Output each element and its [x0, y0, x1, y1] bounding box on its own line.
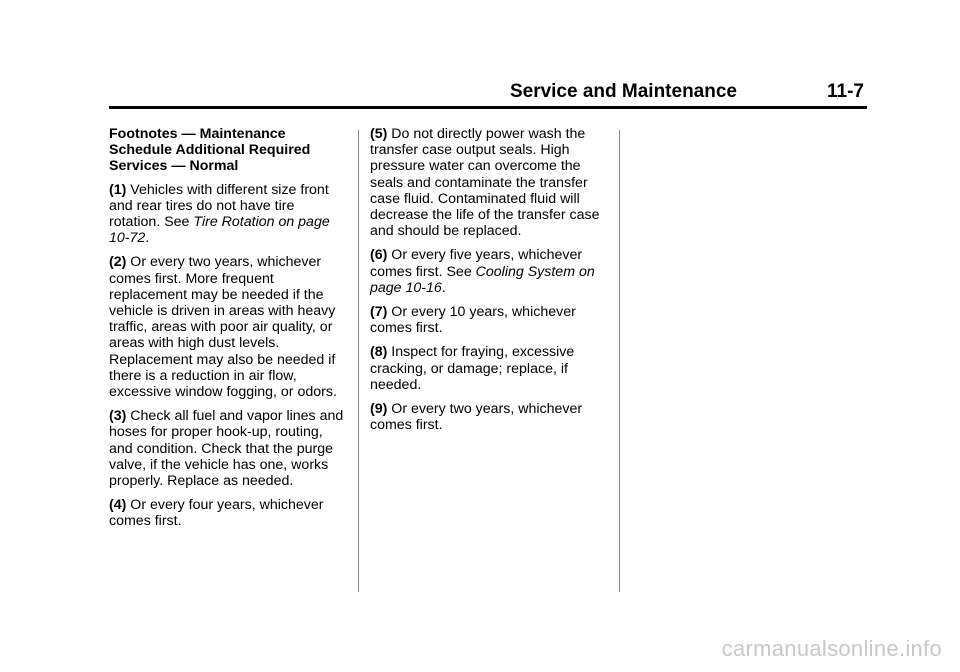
- footnote-text: Or every two years, whichever comes first. More frequent replacement may be needed if the vehicle is driven in areas with heavy traffic, areas with poor air quality, or areas with high dust levels. Replacement may also be needed if there is a reduction in air flow, excessive window fogging, or odors.: [109, 254, 337, 401]
- column-divider: [358, 130, 359, 592]
- footnote-2: [109, 254, 349, 400]
- cross-reference-link[interactable]: Tire Rotation on page 10-72: [109, 214, 330, 247]
- watermark: carmanualsonline.info: [721, 636, 942, 661]
- footnote-text: Or every 10 years, whichever comes first.: [370, 304, 576, 337]
- footnote-number: (4): [109, 497, 127, 514]
- footnote-number: (8): [370, 344, 388, 361]
- footnote-text: Inspect for fraying, excessive cracking, or damage; replace, if needed.: [370, 344, 575, 393]
- footnote-6: [370, 247, 610, 296]
- page-header: [109, 80, 867, 109]
- footnote-7: [370, 304, 610, 336]
- footnote-text: Do not directly power wash the transfer case output seals. High pressure water can overcome the seals and contaminate the transfer case fluid. Contaminated fluid will decrease the life of the transfer case and should be replaced.: [370, 126, 600, 240]
- cross-reference-link[interactable]: Cooling System on page 10-16: [370, 263, 595, 296]
- footnote-4: [109, 497, 349, 529]
- page-number: 11-7: [827, 81, 864, 102]
- footnote-number: (2): [109, 254, 127, 271]
- footnote-8: [370, 344, 610, 393]
- column-left: [109, 126, 349, 538]
- footnote-text: Or every four years, whichever comes first.: [109, 497, 324, 530]
- footnote-number: (9): [370, 401, 388, 418]
- footnote-number: (7): [370, 304, 388, 321]
- footnote-punct: .: [145, 230, 150, 247]
- footnote-number: (5): [370, 126, 388, 142]
- footnote-punct: .: [441, 279, 446, 296]
- footnote-1: [109, 182, 349, 247]
- footnote-number: (3): [109, 408, 127, 425]
- footnote-9: [370, 401, 610, 433]
- column-divider: [619, 130, 620, 592]
- footnote-3: [109, 408, 349, 489]
- footnote-text: Or every five years, whichever comes first. See: [370, 247, 583, 280]
- column-right: [370, 126, 610, 441]
- footnote-text: Vehicles with different size front and rear tires do not have tire rotation. See: [109, 181, 329, 231]
- footnote-text: Or every two years, whichever comes first.: [370, 401, 583, 434]
- footnote-number: (1): [109, 181, 127, 198]
- footnote-5: [370, 126, 610, 239]
- section-title: Service and Maintenance: [509, 81, 737, 102]
- footnote-number: (6): [370, 247, 388, 264]
- footnotes-heading: Footnotes — Maintenance Schedule Additional Required Services — Normal: [109, 126, 311, 175]
- footnote-text: Check all fuel and vapor lines and hoses for proper hook-up, routing, and condition. Check that the purge valve, if the vehicle has one, works properly. Replace as needed.: [109, 408, 344, 490]
